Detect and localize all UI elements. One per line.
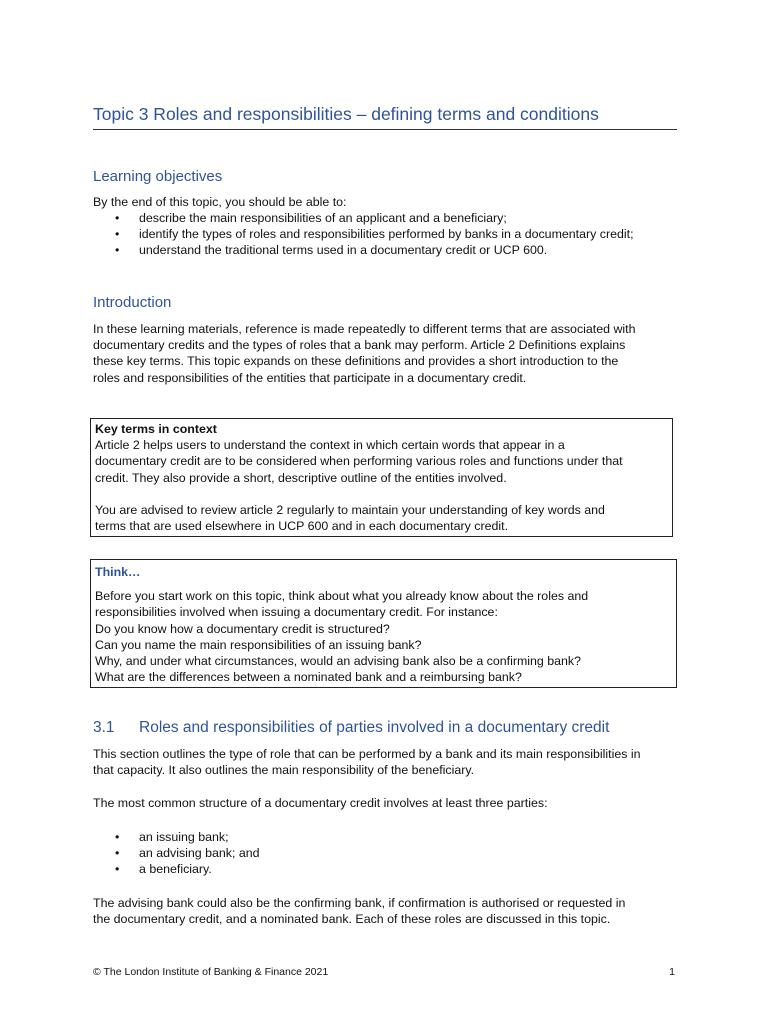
paragraph-line: documentary credits and the types of roles that a bank may perform. Article 2 Definitions explains	[93, 338, 626, 353]
section-paragraph	[93, 895, 677, 927]
question-line: Do you know how a documentary credit is structured?	[95, 621, 390, 636]
paragraph-line: these key terms. This topic expands on these definitions and provides a short introduction to the	[93, 354, 619, 369]
paragraph-line: roles and responsibilities of the entities that participate in a documentary credit.	[93, 370, 527, 385]
learning-objectives-list	[93, 210, 677, 259]
section-paragraph	[93, 746, 677, 778]
page-title: Topic 3 Roles and responsibilities – defining terms and conditions	[93, 102, 677, 130]
paragraph-line: In these learning materials, reference is made repeatedly to different terms that are associated with	[93, 322, 636, 336]
paragraph-line: Article 2 helps users to understand the context in which certain words that appear in a	[95, 438, 565, 453]
paragraph-line: Before you start work on this topic, think about what you already know about the roles and	[95, 589, 589, 604]
learning-objectives-intro: By the end of this topic, you should be able to:	[93, 195, 347, 209]
list-item: • understand the traditional terms used in a documentary credit or UCP 600.	[93, 242, 677, 258]
paragraph-line: This section outlines the type of role that can be performed by a bank and its main responsibilities in	[93, 747, 641, 761]
paragraph-line: that capacity. It also outlines the main responsibility of the beneficiary.	[93, 763, 475, 778]
section-heading	[93, 717, 609, 739]
learning-objectives-heading: Learning objectives	[93, 168, 223, 185]
key-terms-box	[90, 418, 673, 537]
think-heading: Think…	[95, 565, 141, 579]
list-item: • a beneficiary.	[93, 861, 677, 877]
list-item: • an issuing bank;	[93, 829, 677, 845]
key-terms-heading: Key terms in context	[95, 422, 217, 436]
paragraph-line: terms that are used elsewhere in UCP 600 and in each documentary credit.	[95, 519, 509, 534]
copyright-text: © The London Institute of Banking & Finance 2021	[93, 966, 329, 978]
question-line: Why, and under what circumstances, would an advising bank also be a confirming bank?	[95, 654, 582, 669]
section-number: 3.1	[93, 719, 115, 736]
list-item: • describe the main responsibilities of an applicant and a beneficiary;	[93, 210, 677, 226]
question-line: What are the differences between a nominated bank and a reimbursing bank?	[95, 670, 522, 685]
list-item: • an advising bank; and	[93, 845, 677, 861]
paragraph-line: responsibilities involved when issuing a documentary credit. For instance:	[95, 605, 498, 620]
introduction-heading: Introduction	[93, 294, 172, 311]
paragraph-line: The advising bank could also be the confirming bank, if confirmation is authorised or requested in	[93, 896, 626, 910]
paragraph-line: You are advised to review article 2 regularly to maintain your understanding of key words and	[95, 503, 605, 517]
paragraph-line: credit. They also provide a short, descriptive outline of the entities involved.	[95, 470, 507, 485]
question-line: Can you name the main responsibilities of an issuing bank?	[95, 637, 422, 652]
introduction-paragraph	[93, 321, 677, 386]
parties-list	[93, 829, 677, 878]
think-box	[90, 559, 677, 688]
paragraph-line: the documentary credit, and a nominated bank. Each of these roles are discussed in this topic.	[93, 912, 611, 927]
list-item: • identify the types of roles and responsibilities performed by banks in a documentary credit;	[93, 226, 677, 242]
page-footer	[93, 965, 677, 979]
paragraph-line: documentary credit are to be considered when performing various roles and functions under that	[95, 454, 623, 469]
section-title: Roles and responsibilities of parties involved in a documentary credit	[139, 719, 610, 736]
section-paragraph: The most common structure of a documentary credit involves at least three parties:	[93, 796, 548, 810]
page-number: 1	[669, 966, 675, 978]
